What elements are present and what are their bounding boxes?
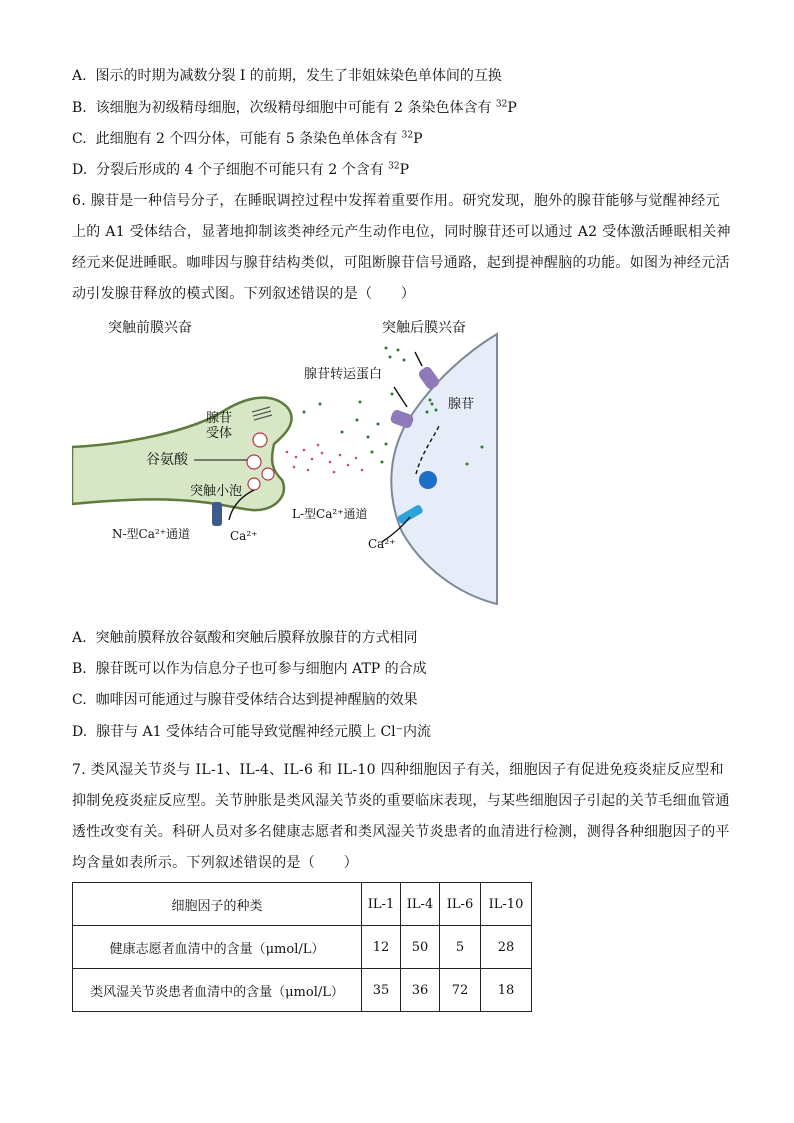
label-receptor-2: 受体 xyxy=(206,426,233,441)
q6-option-c: C. 咖啡因可能通过与腺苷受体结合达到提神醒脑的效果 xyxy=(72,692,418,708)
q7-stem: 7. 类风湿关节炎与 IL-1、IL-4、IL-6 和 IL-10 四种细胞因子有关，细胞因子有促进免疫炎症反应型和抑制免疫炎症反应型。关节肿胀是类风湿关节炎的重要临床表现，与某些细胞因子引起的关节毛细血管通透性改变有关。科研人员对多名健康志愿者和类风湿关节炎患者的血清进行检测，测得各种细胞因子的平均含量如表所示。下列叙述错误的是（ ） xyxy=(72,762,730,871)
table-row: 类风湿关节炎患者血清中的含量（μmol/L） 35 36 72 18 xyxy=(73,969,532,1012)
label-transporter: 腺苷转运蛋白 xyxy=(304,367,383,382)
label-glutamate: 谷氨酸 xyxy=(146,452,188,468)
synaptic-vesicle xyxy=(262,468,274,480)
label-n-channel: N-型Ca²⁺通道 xyxy=(112,527,191,541)
table-header-row: 细胞因子的种类 IL-1 IL-4 IL-6 IL-10 xyxy=(73,883,532,926)
nucleus xyxy=(419,471,437,489)
q6-option-a: A. 突触前膜释放谷氨酸和突触后膜释放腺苷的方式相同 xyxy=(72,630,418,646)
postsynaptic-neuron xyxy=(391,334,497,604)
label-receptor-1: 腺苷 xyxy=(206,411,233,426)
q5-option-b: B. 该细胞为初级精母细胞，次级精母细胞中可能有 2 条染色体含有 $^{32}$P xyxy=(72,99,517,116)
label-ca-right: Ca²⁺ xyxy=(368,537,396,551)
synapse-diagram xyxy=(72,312,512,612)
label-l-channel: L-型Ca²⁺通道 xyxy=(292,507,368,521)
synaptic-vesicle xyxy=(253,433,267,447)
n-type-calcium-channel-icon xyxy=(212,502,222,526)
label-postsynaptic: 突触后膜兴奋 xyxy=(382,320,466,336)
q6-option-d: D. 腺苷与 A1 受体结合可能导致觉醒神经元膜上 Cl⁻内流 xyxy=(72,724,432,740)
label-ca-left: Ca²⁺ xyxy=(230,529,258,543)
q6-stem: 6. 腺苷是一种信号分子，在睡眠调控过程中发挥着重要作用。研究发现，胞外的腺苷能够与觉醒神经元上的 A1 受体结合，显著地抑制该类神经元产生动作电位，同时腺苷还可以通过 A2 受体激活睡眠相关神经元来促进睡眠。咖啡因与腺苷结构类似，可阻断腺苷信号通路，起到提神醒脑的功能。如图为神经元活动引发腺苷释放的模式图。下列叙述错误的是（ ） xyxy=(72,193,731,302)
cytokine-table xyxy=(72,882,532,1012)
table-row: 健康志愿者血清中的含量（μmol/L） 12 50 5 28 xyxy=(73,926,532,969)
glutamate-dots xyxy=(286,444,364,474)
label-presynaptic: 突触前膜兴奋 xyxy=(108,320,192,336)
synaptic-vesicle xyxy=(247,455,261,469)
label-adenosine: 腺苷 xyxy=(448,397,475,412)
q6-option-b: B. 腺苷既可以作为信息分子也可参与细胞内 ATP 的合成 xyxy=(72,661,427,677)
label-vesicle: 突触小泡 xyxy=(190,484,243,499)
q5-option-d: D. 分裂后形成的 4 个子细胞不可能只有 2 个含有 $^{32}$P xyxy=(72,161,410,178)
q5-option-a: A. 图示的时期为减数分裂 I 的前期，发生了非姐妹染色单体间的互换 xyxy=(72,68,502,84)
synaptic-vesicle xyxy=(248,478,260,490)
q5-option-c: C. 此细胞有 2 个四分体，可能有 5 条染色单体含有 $^{32}$P xyxy=(72,130,423,147)
